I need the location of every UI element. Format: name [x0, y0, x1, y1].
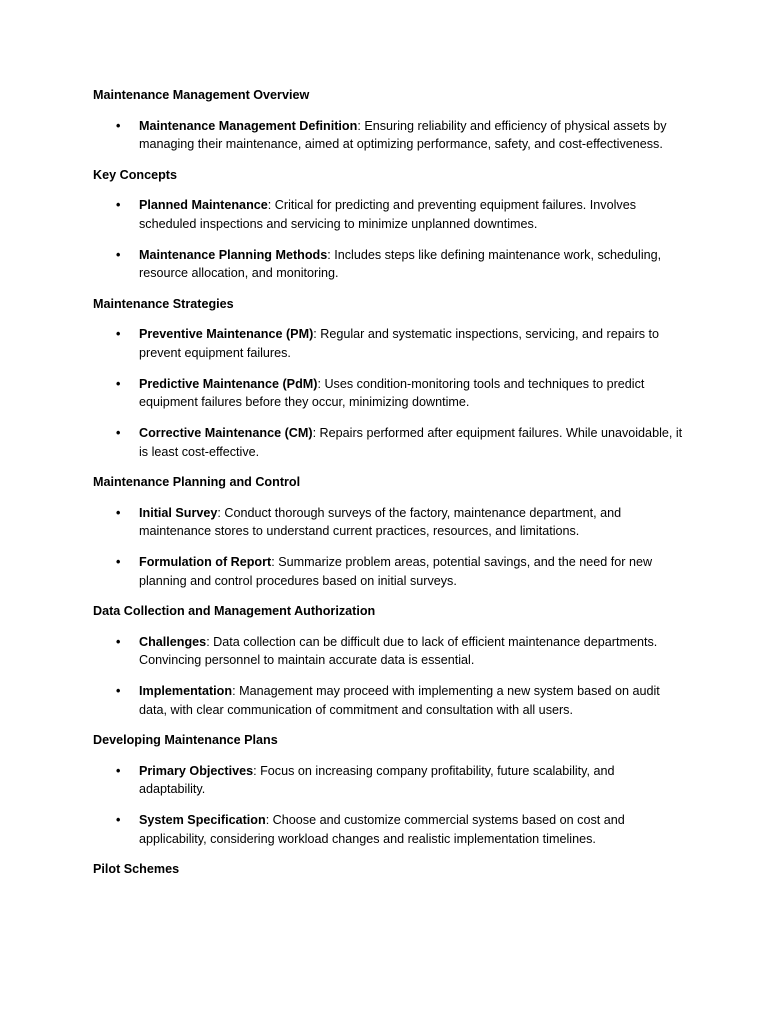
document-page: [93, 86, 683, 879]
section-developing-plans: [93, 731, 683, 848]
section-data-collection: [93, 602, 683, 719]
item-text: : Summarize problem areas, potential savings, and the need for new planning and control procedures based on initial surveys.: [139, 555, 653, 588]
section-heading: Data Collection and Management Authorization: [93, 604, 376, 618]
item-text: : Conduct thorough surveys of the factory, maintenance department, and maintenance stores to understand current practices, resources, and limitations.: [139, 505, 622, 538]
bullet-icon: •: [116, 426, 121, 440]
bullet-list: [93, 117, 683, 154]
bullet-list: [93, 504, 683, 591]
item-term: Maintenance Management Definition: [139, 118, 358, 133]
item-term: Implementation: [139, 684, 233, 698]
bullet-icon: •: [116, 247, 121, 262]
list-item: [93, 633, 683, 670]
bullet-icon: •: [116, 684, 121, 698]
list-item: [93, 246, 683, 283]
section-key-concepts: [93, 166, 683, 283]
bullet-icon: •: [116, 505, 121, 520]
item-term: Corrective Maintenance (CM): [139, 426, 313, 440]
item-term: Formulation of Report: [139, 555, 272, 569]
bullet-list: [93, 762, 683, 849]
item-term: Challenges: [139, 634, 207, 649]
list-item: [93, 196, 683, 233]
list-item: [93, 117, 683, 154]
item-term: Predictive Maintenance (PdM): [139, 376, 318, 391]
bullet-list: [93, 633, 683, 720]
list-item: [93, 504, 683, 541]
section-planning-control: [93, 473, 683, 590]
bullet-list: [93, 196, 683, 283]
item-text: : Uses condition-monitoring tools and techniques to predict equipment failures before they occur, minimizing downtime.: [139, 376, 645, 409]
bullet-list: [93, 325, 683, 461]
list-item: [93, 375, 683, 412]
item-text: : Includes steps like defining maintenance work, scheduling, resource allocation, and monitoring.: [139, 247, 662, 280]
list-item: [93, 424, 683, 461]
item-text: : Focus on increasing company profitability, future scalability, and adaptability.: [139, 763, 615, 796]
bullet-icon: •: [116, 813, 121, 827]
list-item: [93, 682, 683, 719]
item-term: Maintenance Planning Methods: [139, 247, 328, 262]
bullet-icon: •: [116, 118, 121, 133]
item-term: System Specification: [139, 813, 266, 827]
bullet-icon: •: [116, 634, 121, 649]
item-text: : Regular and systematic inspections, servicing, and repairs to prevent equipment failures.: [139, 327, 660, 360]
item-text: : Data collection can be difficult due to lack of efficient maintenance departments. Convincing personnel to maintain accurate data is essential.: [139, 634, 658, 667]
item-text: : Management may proceed with implementing a new system based on audit data, with clear communication of commitment and consultation with all users.: [139, 684, 660, 717]
item-term: Preventive Maintenance (PM): [139, 327, 314, 341]
section-strategies: [93, 295, 683, 462]
bullet-icon: •: [116, 198, 121, 212]
bullet-icon: •: [116, 555, 121, 569]
list-item: [93, 762, 683, 799]
list-item: [93, 553, 683, 590]
section-heading: Maintenance Management Overview: [93, 88, 310, 102]
section-overview: [93, 86, 683, 154]
bullet-icon: •: [116, 327, 121, 341]
bullet-icon: •: [116, 376, 121, 391]
section-heading: Pilot Schemes: [93, 862, 180, 876]
section-heading: Developing Maintenance Plans: [93, 733, 278, 747]
item-text: : Choose and customize commercial systems based on cost and applicability, considering workload changes and realistic implementation timelines.: [139, 813, 625, 846]
bullet-icon: •: [116, 763, 121, 778]
section-heading: Key Concepts: [93, 167, 177, 182]
section-pilot-schemes: [93, 860, 683, 879]
item-term: Primary Objectives: [139, 763, 254, 778]
list-item: [93, 325, 683, 362]
section-heading: Maintenance Planning and Control: [93, 475, 301, 489]
section-heading: Maintenance Strategies: [93, 296, 234, 311]
item-text: : Critical for predicting and preventing equipment failures. Involves scheduled inspections and servicing to minimize unplanned downtimes.: [139, 198, 636, 231]
item-text: : Repairs performed after equipment failures. While unavoidable, it is least cost-effective.: [139, 426, 683, 459]
list-item: [93, 811, 683, 848]
item-term: Initial Survey: [139, 505, 218, 520]
item-term: Planned Maintenance: [139, 198, 268, 212]
item-text: : Ensuring reliability and efficiency of physical assets by managing their maintenance, aimed at optimizing performance, safety, and cost-effectiveness.: [139, 118, 667, 151]
